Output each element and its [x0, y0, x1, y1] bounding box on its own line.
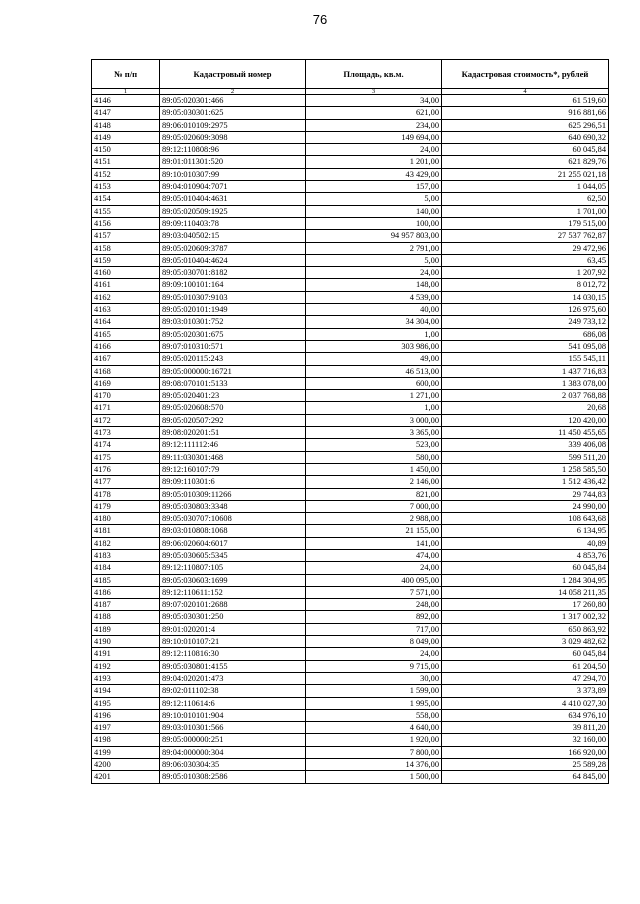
cell-cadastral-value: 6 134,95 — [442, 525, 609, 537]
cell-cadastral-value: 27 537 762,87 — [442, 230, 609, 242]
cell-cadastral-number: 89:01:020201:4 — [160, 623, 306, 635]
cell-cadastral-value: 1 044,05 — [442, 181, 609, 193]
cell-index: 4174 — [92, 439, 160, 451]
cell-area: 474,00 — [306, 549, 442, 561]
cell-index: 4170 — [92, 390, 160, 402]
cell-area: 523,00 — [306, 439, 442, 451]
cell-cadastral-number: 89:12:110614:6 — [160, 697, 306, 709]
cell-area: 4 539,00 — [306, 291, 442, 303]
cell-index: 4201 — [92, 771, 160, 783]
table-row — [92, 181, 609, 193]
cell-index: 4146 — [92, 95, 160, 107]
cell-index: 4198 — [92, 734, 160, 746]
cell-cadastral-number: 89:08:020201:51 — [160, 427, 306, 439]
cell-cadastral-value: 4 410 027,30 — [442, 697, 609, 709]
cell-area: 8 049,00 — [306, 636, 442, 648]
table-row — [92, 365, 609, 377]
cell-area: 24,00 — [306, 267, 442, 279]
cell-area: 94 957 803,00 — [306, 230, 442, 242]
cell-area: 2 988,00 — [306, 513, 442, 525]
table-header — [92, 60, 609, 95]
cell-cadastral-number: 89:05:020101:1949 — [160, 304, 306, 316]
cell-index: 4159 — [92, 254, 160, 266]
cell-area: 821,00 — [306, 488, 442, 500]
cell-area: 580,00 — [306, 451, 442, 463]
table-row — [92, 119, 609, 131]
cell-area: 1,00 — [306, 402, 442, 414]
cell-area: 1 450,00 — [306, 463, 442, 475]
table-row — [92, 414, 609, 426]
cell-cadastral-number: 89:07:010310:571 — [160, 340, 306, 352]
cell-cadastral-number: 89:04:010904:7071 — [160, 181, 306, 193]
cell-cadastral-value: 599 511,20 — [442, 451, 609, 463]
cell-cadastral-value: 2 037 768,88 — [442, 390, 609, 402]
cell-index: 4152 — [92, 168, 160, 180]
cell-index: 4177 — [92, 476, 160, 488]
cell-cadastral-number: 89:05:020609:3098 — [160, 131, 306, 143]
cell-index: 4150 — [92, 144, 160, 156]
table-row — [92, 746, 609, 758]
table-row — [92, 476, 609, 488]
table-row — [92, 574, 609, 586]
cell-cadastral-value: 64 845,00 — [442, 771, 609, 783]
cell-area: 148,00 — [306, 279, 442, 291]
column-number: 2 — [160, 89, 306, 95]
cell-index: 4162 — [92, 291, 160, 303]
cell-cadastral-number: 89:05:030605:5345 — [160, 549, 306, 561]
cell-index: 4178 — [92, 488, 160, 500]
cell-cadastral-number: 89:03:010301:752 — [160, 316, 306, 328]
cell-index: 4147 — [92, 107, 160, 119]
cell-cadastral-value: 62,50 — [442, 193, 609, 205]
table-row — [92, 353, 609, 365]
cell-cadastral-number: 89:05:030301:625 — [160, 107, 306, 119]
cell-index: 4190 — [92, 636, 160, 648]
cell-area: 46 513,00 — [306, 365, 442, 377]
cell-area: 24,00 — [306, 562, 442, 574]
cell-cadastral-number: 89:04:020201:473 — [160, 672, 306, 684]
cell-cadastral-number: 89:05:020608:570 — [160, 402, 306, 414]
cell-cadastral-value: 61 204,50 — [442, 660, 609, 672]
cell-cadastral-number: 89:10:010101:904 — [160, 709, 306, 721]
cell-cadastral-value: 11 450 455,65 — [442, 427, 609, 439]
cell-cadastral-number: 89:05:010307:9103 — [160, 291, 306, 303]
cell-area: 234,00 — [306, 119, 442, 131]
cell-area: 4 640,00 — [306, 722, 442, 734]
cell-index: 4169 — [92, 377, 160, 389]
table-row — [92, 759, 609, 771]
cell-area: 5,00 — [306, 193, 442, 205]
cell-index: 4182 — [92, 537, 160, 549]
table-row — [92, 439, 609, 451]
cell-cadastral-value: 634 976,10 — [442, 709, 609, 721]
table-row — [92, 340, 609, 352]
cell-index: 4157 — [92, 230, 160, 242]
cell-cadastral-value: 1 437 716,83 — [442, 365, 609, 377]
cell-cadastral-value: 916 881,66 — [442, 107, 609, 119]
cell-index: 4163 — [92, 304, 160, 316]
column-number: 3 — [306, 89, 442, 95]
cell-area: 49,00 — [306, 353, 442, 365]
cell-area: 2 791,00 — [306, 242, 442, 254]
cell-index: 4175 — [92, 451, 160, 463]
cell-area: 24,00 — [306, 144, 442, 156]
table-row — [92, 500, 609, 512]
cell-area: 7 000,00 — [306, 500, 442, 512]
cell-cadastral-value: 47 294,70 — [442, 672, 609, 684]
cell-index: 4164 — [92, 316, 160, 328]
cell-cadastral-number: 89:07:020101:2688 — [160, 599, 306, 611]
cell-index: 4176 — [92, 463, 160, 475]
cell-cadastral-number: 89:05:030801:4155 — [160, 660, 306, 672]
cell-index: 4160 — [92, 267, 160, 279]
cell-cadastral-number: 89:05:020301:675 — [160, 328, 306, 340]
cell-index: 4183 — [92, 549, 160, 561]
cell-cadastral-number: 89:05:030301:250 — [160, 611, 306, 623]
table-row — [92, 771, 609, 783]
cell-index: 4195 — [92, 697, 160, 709]
cell-cadastral-value: 1 317 002,32 — [442, 611, 609, 623]
cell-index: 4154 — [92, 193, 160, 205]
table-row — [92, 230, 609, 242]
cell-cadastral-number: 89:01:011301:520 — [160, 156, 306, 168]
cell-cadastral-number: 89:06:030304:35 — [160, 759, 306, 771]
table-row — [92, 242, 609, 254]
cell-area: 621,00 — [306, 107, 442, 119]
cell-area: 157,00 — [306, 181, 442, 193]
cell-cadastral-number: 89:05:010404:4624 — [160, 254, 306, 266]
table-row — [92, 463, 609, 475]
cell-area: 34 304,00 — [306, 316, 442, 328]
cell-area: 1 920,00 — [306, 734, 442, 746]
cell-cadastral-value: 625 296,51 — [442, 119, 609, 131]
table-row — [92, 205, 609, 217]
cell-cadastral-value: 40,89 — [442, 537, 609, 549]
cell-area: 40,00 — [306, 304, 442, 316]
cell-index: 4181 — [92, 525, 160, 537]
cell-area: 100,00 — [306, 217, 442, 229]
table-row — [92, 217, 609, 229]
table-row — [92, 390, 609, 402]
cell-cadastral-value: 29 472,96 — [442, 242, 609, 254]
table-row — [92, 623, 609, 635]
cell-cadastral-value: 60 045,84 — [442, 648, 609, 660]
table-row — [92, 254, 609, 266]
cell-cadastral-number: 89:10:010107:21 — [160, 636, 306, 648]
cell-cadastral-value: 29 744,83 — [442, 488, 609, 500]
cell-cadastral-number: 89:05:000000:251 — [160, 734, 306, 746]
cell-area: 303 986,00 — [306, 340, 442, 352]
table-row — [92, 599, 609, 611]
cell-cadastral-number: 89:05:020509:1925 — [160, 205, 306, 217]
table-row — [92, 722, 609, 734]
table-row — [92, 131, 609, 143]
table-row — [92, 488, 609, 500]
header-cadastral-value: Кадастровая стоимость*, рублей — [442, 60, 609, 89]
cell-area: 30,00 — [306, 672, 442, 684]
cell-area: 3 365,00 — [306, 427, 442, 439]
cell-index: 4180 — [92, 513, 160, 525]
table-row — [92, 709, 609, 721]
cell-cadastral-number: 89:05:020507:292 — [160, 414, 306, 426]
cell-area: 24,00 — [306, 648, 442, 660]
cell-index: 4179 — [92, 500, 160, 512]
cell-area: 600,00 — [306, 377, 442, 389]
table-row — [92, 685, 609, 697]
column-number: 4 — [442, 89, 609, 95]
cell-cadastral-number: 89:05:030707:10608 — [160, 513, 306, 525]
cell-area: 7 571,00 — [306, 586, 442, 598]
cell-area: 140,00 — [306, 205, 442, 217]
cell-area: 892,00 — [306, 611, 442, 623]
cell-index: 4151 — [92, 156, 160, 168]
table-row — [92, 697, 609, 709]
table-row — [92, 672, 609, 684]
cell-index: 4161 — [92, 279, 160, 291]
cell-area: 5,00 — [306, 254, 442, 266]
table-row — [92, 451, 609, 463]
header-row — [92, 60, 609, 89]
cell-area: 1 201,00 — [306, 156, 442, 168]
cell-index: 4172 — [92, 414, 160, 426]
table-row — [92, 525, 609, 537]
cell-cadastral-value: 17 260,80 — [442, 599, 609, 611]
table-row — [92, 734, 609, 746]
cell-cadastral-value: 339 406,08 — [442, 439, 609, 451]
table-row — [92, 377, 609, 389]
cell-cadastral-value: 108 643,68 — [442, 513, 609, 525]
column-number: 1 — [92, 89, 160, 95]
cell-index: 4200 — [92, 759, 160, 771]
table-row — [92, 648, 609, 660]
cell-index: 4196 — [92, 709, 160, 721]
cell-cadastral-value: 32 160,00 — [442, 734, 609, 746]
table-row — [92, 267, 609, 279]
cell-area: 14 376,00 — [306, 759, 442, 771]
table-row — [92, 144, 609, 156]
cell-cadastral-number: 89:12:110816:30 — [160, 648, 306, 660]
cell-area: 1 599,00 — [306, 685, 442, 697]
cell-area: 21 155,00 — [306, 525, 442, 537]
cell-cadastral-value: 4 853,76 — [442, 549, 609, 561]
cell-index: 4187 — [92, 599, 160, 611]
cell-index: 4194 — [92, 685, 160, 697]
cell-area: 3 000,00 — [306, 414, 442, 426]
cell-cadastral-number: 89:05:020401:23 — [160, 390, 306, 402]
cell-cadastral-value: 640 690,32 — [442, 131, 609, 143]
cell-cadastral-value: 1 258 585,50 — [442, 463, 609, 475]
cell-cadastral-number: 89:05:010309:11266 — [160, 488, 306, 500]
cell-cadastral-number: 89:12:110807:105 — [160, 562, 306, 574]
table-row — [92, 95, 609, 107]
table-row — [92, 636, 609, 648]
cell-cadastral-value: 541 095,08 — [442, 340, 609, 352]
table-row — [92, 537, 609, 549]
cell-index: 4148 — [92, 119, 160, 131]
table-row — [92, 328, 609, 340]
cell-cadastral-number: 89:03:040502:15 — [160, 230, 306, 242]
cell-cadastral-value: 126 975,60 — [442, 304, 609, 316]
cell-cadastral-number: 89:05:020609:3787 — [160, 242, 306, 254]
cell-cadastral-value: 686,08 — [442, 328, 609, 340]
cell-cadastral-value: 60 045,84 — [442, 562, 609, 574]
header-area: Площадь, кв.м. — [306, 60, 442, 89]
cell-cadastral-number: 89:09:100101:164 — [160, 279, 306, 291]
cell-cadastral-number: 89:12:110808:96 — [160, 144, 306, 156]
cell-cadastral-number: 89:12:111112:46 — [160, 439, 306, 451]
cell-cadastral-number: 89:06:020604:6017 — [160, 537, 306, 549]
table-row — [92, 513, 609, 525]
cell-cadastral-number: 89:11:030301:468 — [160, 451, 306, 463]
cell-cadastral-value: 8 012,72 — [442, 279, 609, 291]
cell-area: 1 995,00 — [306, 697, 442, 709]
cell-cadastral-value: 1 701,00 — [442, 205, 609, 217]
cell-area: 1,00 — [306, 328, 442, 340]
cell-index: 4171 — [92, 402, 160, 414]
cell-cadastral-value: 1 284 304,95 — [442, 574, 609, 586]
cell-index: 4173 — [92, 427, 160, 439]
table-row — [92, 549, 609, 561]
cell-index: 4185 — [92, 574, 160, 586]
cadastral-table — [91, 59, 609, 784]
table-row — [92, 193, 609, 205]
cell-area: 9 715,00 — [306, 660, 442, 672]
table-row — [92, 304, 609, 316]
cell-area: 717,00 — [306, 623, 442, 635]
cell-cadastral-number: 89:08:070101:5133 — [160, 377, 306, 389]
cell-cadastral-value: 3 373,89 — [442, 685, 609, 697]
cell-area: 2 146,00 — [306, 476, 442, 488]
cell-index: 4197 — [92, 722, 160, 734]
cell-cadastral-number: 89:02:011102:38 — [160, 685, 306, 697]
cell-cadastral-value: 20,68 — [442, 402, 609, 414]
table-row — [92, 611, 609, 623]
cell-area: 43 429,00 — [306, 168, 442, 180]
cell-area: 141,00 — [306, 537, 442, 549]
table-row — [92, 402, 609, 414]
cell-cadastral-value: 61 519,60 — [442, 95, 609, 107]
cell-index: 4155 — [92, 205, 160, 217]
cell-cadastral-value: 63,45 — [442, 254, 609, 266]
table-row — [92, 427, 609, 439]
cell-area: 248,00 — [306, 599, 442, 611]
cell-area: 1 271,00 — [306, 390, 442, 402]
cell-index: 4192 — [92, 660, 160, 672]
cell-cadastral-number: 89:05:010308:2586 — [160, 771, 306, 783]
table-row — [92, 660, 609, 672]
cell-area: 400 095,00 — [306, 574, 442, 586]
cell-cadastral-number: 89:04:000000:304 — [160, 746, 306, 758]
cell-index: 4149 — [92, 131, 160, 143]
table-row — [92, 107, 609, 119]
cell-index: 4167 — [92, 353, 160, 365]
cell-index: 4153 — [92, 181, 160, 193]
cell-cadastral-value: 650 863,92 — [442, 623, 609, 635]
cell-index: 4158 — [92, 242, 160, 254]
cell-cadastral-value: 25 589,28 — [442, 759, 609, 771]
table-row — [92, 316, 609, 328]
cell-cadastral-number: 89:12:110611:152 — [160, 586, 306, 598]
cell-cadastral-number: 89:05:000000:16721 — [160, 365, 306, 377]
cell-cadastral-number: 89:05:030603:1699 — [160, 574, 306, 586]
cell-cadastral-number: 89:09:110403:78 — [160, 217, 306, 229]
cell-cadastral-number: 89:09:110301:6 — [160, 476, 306, 488]
cell-index: 4199 — [92, 746, 160, 758]
cell-cadastral-value: 1 207,92 — [442, 267, 609, 279]
cell-cadastral-number: 89:05:020115:243 — [160, 353, 306, 365]
page-number: 76 — [312, 12, 328, 27]
table-row — [92, 156, 609, 168]
cell-area: 34,00 — [306, 95, 442, 107]
cell-cadastral-number: 89:05:030803:3348 — [160, 500, 306, 512]
cell-cadastral-value: 14 058 211,35 — [442, 586, 609, 598]
cell-index: 4189 — [92, 623, 160, 635]
cell-area: 558,00 — [306, 709, 442, 721]
cell-cadastral-number: 89:12:160107:79 — [160, 463, 306, 475]
cell-index: 4184 — [92, 562, 160, 574]
cell-index: 4186 — [92, 586, 160, 598]
cell-index: 4168 — [92, 365, 160, 377]
cell-cadastral-number: 89:05:030701:8182 — [160, 267, 306, 279]
cell-index: 4166 — [92, 340, 160, 352]
cell-cadastral-value: 21 255 021,18 — [442, 168, 609, 180]
cell-cadastral-value: 14 030,15 — [442, 291, 609, 303]
cell-cadastral-value: 39 811,20 — [442, 722, 609, 734]
cell-cadastral-value: 1 512 436,42 — [442, 476, 609, 488]
cell-cadastral-number: 89:06:010109:2975 — [160, 119, 306, 131]
cell-cadastral-value: 24 990,00 — [442, 500, 609, 512]
cell-cadastral-number: 89:03:010808:1068 — [160, 525, 306, 537]
table-row — [92, 586, 609, 598]
cell-index: 4193 — [92, 672, 160, 684]
cell-cadastral-value: 179 515,00 — [442, 217, 609, 229]
table-row — [92, 562, 609, 574]
table-row — [92, 168, 609, 180]
cell-cadastral-number: 89:05:020301:466 — [160, 95, 306, 107]
cell-cadastral-value: 249 733,12 — [442, 316, 609, 328]
cell-cadastral-value: 166 920,00 — [442, 746, 609, 758]
cell-cadastral-value: 3 029 482,62 — [442, 636, 609, 648]
table-row — [92, 279, 609, 291]
cell-index: 4191 — [92, 648, 160, 660]
cell-index: 4188 — [92, 611, 160, 623]
cell-cadastral-number: 89:05:010404:4631 — [160, 193, 306, 205]
cell-cadastral-number: 89:03:010301:566 — [160, 722, 306, 734]
cell-index: 4156 — [92, 217, 160, 229]
cell-area: 149 694,00 — [306, 131, 442, 143]
header-index: № п/п — [92, 60, 160, 89]
cell-area: 1 500,00 — [306, 771, 442, 783]
cell-index: 4165 — [92, 328, 160, 340]
cell-cadastral-value: 60 045,84 — [442, 144, 609, 156]
header-cadastral-number: Кадастровый номер — [160, 60, 306, 89]
cell-cadastral-number: 89:10:010307:99 — [160, 168, 306, 180]
cell-area: 7 800,00 — [306, 746, 442, 758]
table-body — [92, 95, 609, 784]
table-row — [92, 291, 609, 303]
cell-cadastral-value: 120 420,00 — [442, 414, 609, 426]
cell-cadastral-value: 621 829,76 — [442, 156, 609, 168]
cell-cadastral-value: 155 545,11 — [442, 353, 609, 365]
cell-cadastral-value: 1 383 078,00 — [442, 377, 609, 389]
